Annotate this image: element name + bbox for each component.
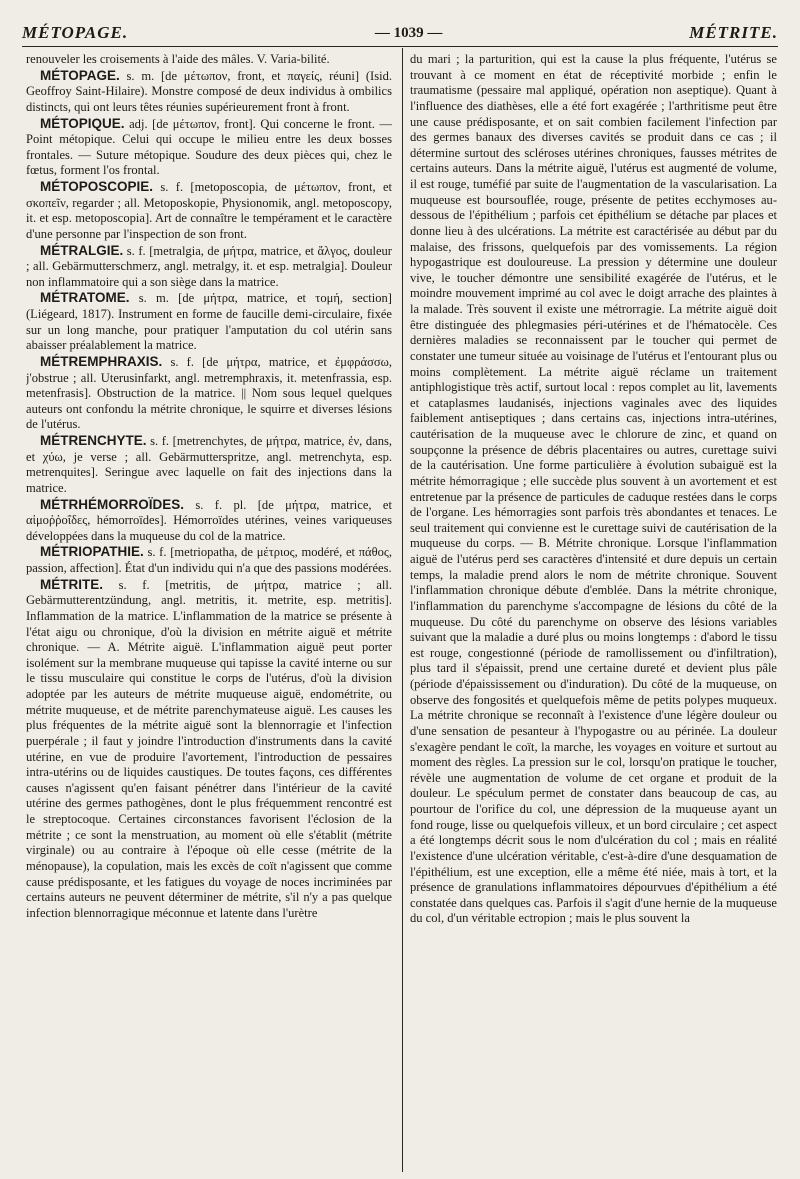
header-left-word: MÉTOPAGE. — [22, 23, 129, 42]
entry-metriopathie — [26, 544, 392, 576]
headword: MÉTOPAGE. — [40, 67, 120, 83]
headword: MÉTRALGIE. — [40, 242, 124, 258]
entry-metratome — [26, 290, 392, 354]
entry-text: s. m. [de μέτωπον, front, et παγείς, réuni] (Isid. Geoffroy Saint-Hilaire). Monstre composé de deux individus à ombilics distincts, qui ont leurs têtes réunies supérieurement front à front. — [26, 68, 392, 114]
entry-metremphraxis — [26, 354, 392, 433]
entry-metrenchyte — [26, 433, 392, 497]
entry-text: s. f. pl. [de μήτρα, matrice, et αἱμοῤῥοΐδες, hémorroïdes]. Hémorroïdes utérines, veines variqueuses développées dans la muqueuse du col de la matrice. — [26, 497, 392, 543]
entry-continuation — [410, 52, 777, 927]
headword: MÉTRIOPATHIE. — [40, 544, 144, 560]
headword: MÉTOPOSCOPIE. — [40, 179, 154, 194]
entry-metopage — [26, 68, 392, 116]
left-column — [26, 52, 392, 1172]
entry-text: renouveler les croisements à l'aide des mâles. V. Varia-bilité. — [26, 52, 330, 66]
headword: MÉTRATOME. — [40, 290, 130, 306]
right-column — [410, 52, 777, 1172]
headword: MÉTOPIQUE. — [40, 115, 125, 131]
header-right-word: MÉTRITE. — [689, 23, 778, 42]
header-rule — [22, 46, 778, 47]
column-divider — [402, 48, 403, 1172]
headword: MÉTREMPHRAXIS. — [40, 353, 163, 369]
entry-text: s. m. [de μήτρα, matrice, et τομή, section] (Liégeard, 1817). Instrument en forme de faucille demi-circulaire, fixée sur un long manche, pour pratiquer l'amputation du col utérin sans abaisser préalablement la matrice. — [26, 291, 392, 353]
entry-text: s. f. [metralgia, de μήτρα, matrice, et ἄλγος, douleur ; all. Gebärmutterschmerz, angl. metralgy, it. et esp. metralgia]. Douleur non inflammatoire qui a son siège dans la matrice. — [26, 243, 392, 289]
entry-metrite — [26, 577, 392, 922]
headword: MÉTRENCHYTE. — [40, 433, 147, 448]
entry-text: s. f. [metrenchytes, de μήτρα, matrice, ἐν, dans, et χύω, je verse ; all. Gebärmutterspritze, angl. metrenchyta, esp. metrenquites]. Seringue avec laquelle on fait des injections dans la matrice. — [26, 434, 392, 495]
entry-continuation — [26, 52, 392, 68]
entry-text: s. f. [metritis, de μήτρα, matrice ; all. Gebärmutterentzündung, angl. metritis, it. metrite, esp. metritis]. Inflammation de la matrice. L'inflammation de la matrice se présente à l'état aigu ou chronique, d'où la division en métrite aiguë et métrite chronique. — A. Métrite aiguë. L'inflammation aiguë peut porter isolément sur la membrane muqueuse qui tapisse la cavité interne ou sur le tissu musculaire qui constitue le corps de l'utérus, d'où la division adoptée par les auteurs de métrite muqueuse aiguë, endométrite, ou métrite muqueuse, et de métrite parenchymateuse aiguë. Les causes les plus fréquentes de la métrite aiguë sont la blennorragie et l'infection puerpérale ; il faut y joindre l'introduction d'instruments dans la cavité utérine, en vue de produire l'avortement, l'introduction de pessaires intra-utérins ou de liquides caustiques. De toutes façons, ces différentes causes n'agissent qu'en faisant pénétrer dans l'intérieur de la cavité utérine des germes pathogènes, dont le plus fréquemment rencontré est le streptocoque. Certaines circonstances favorisent l'éclosion de la métrite ; ce sont la menstruation, au moment où elle s'établit (métrite virginale) ou au contraire à l'époque où elle cesse (métrite de la ménopause), la copulation, mais les excès de coït n'agissent que comme cause prédisposante, et les fatigues du voyage de noces incriminées par certains auteurs ne peuvent déterminer de métrite, s'il n'y a pas quelque infection blennorragique méconnue et latente dans l'urètre — [26, 577, 392, 920]
entry-metralgie — [26, 243, 392, 291]
page-number: — 1039 — — [374, 24, 443, 41]
headword: MÉTRHÉMORROÏDES. — [40, 496, 185, 512]
entry-metopique — [26, 116, 392, 180]
entry-metoposcopie — [26, 179, 392, 243]
entry-text: s. f. [de μήτρα, matrice, et ἐμφράσσω, j'obstrue ; all. Uterusinfarkt, angl. metremphraxis, it. metenfrassia, esp. metenfrasis]. Obstruction de la matrice. || Nom sous lequel quelques auteurs ont confondu la métrite chronique, le squirre et diverses lésions de l'utérus. — [26, 354, 392, 432]
entry-text: s. f. [metriopatha, de μέτριος, modéré, et πάθος, passion, affection]. État d'un individu qui n'a que des passions modérées. — [26, 545, 392, 575]
entry-text: adj. [de μέτωπον, front]. Qui concerne le front. — Point métopique. Celui qui occupe le milieu entre les deux bosses frontales. — Suture métopique. Soudure des deux pièces qui, chez le fœtus, forment l'os frontal. — [26, 116, 392, 178]
entry-metrhemorroides — [26, 497, 392, 545]
running-header — [22, 20, 778, 46]
entry-text: s. f. [metoposcopia, de μέτωπον, front, et σκοπεῖν, regarder ; all. Metoposkopie, Physionomik, angl. metoposcopy, it. et esp. metoposcopia]. Art de connaître le tempérament et le caractère d'une personne par l'inspection de son front. — [26, 180, 392, 241]
entry-text: du mari ; la parturition, qui est la cause la plus fréquente, l'utérus se trouvant à ce moment en état de réceptivité morbide ; enfin le traumatisme (pessaire mal appliqué, opération non aseptique). Quant à l'influence des diathèses, elle a été fort exagérée ; l'arthritisme peut être une cause prédisposante, et on sait combien facilement l'infection par des germes banaux des diverses cavités se produit dans ce cas ; il détermine surtout des scléroses utérines chroniques, fausses métrites de certains auteurs. Dans la métrite aiguë, l'utérus est augmenté de volume, il est rouge, tuméfié par suite de l'augmentation de la vascularisation. La muqueuse est boursouflée, rouge, présente de petites ecchymoses au-dessous de l'épithélium ; parfois cet épithélium se détache par places et donne lieu à des ulcérations. La métrite est caractérisée au début par du malaise, des frissons, quelquefois par des vomissements. La région hypogastrique est douloureuse. La pression y détermine une douleur vive, le toucher démontre une sensibilité exagérée de l'utérus, et le moindre mouvement imprimé au col avec le doigt arrache des plaintes à la malade. Très souvent il existe une métrorragie. La métrite aiguë doit être distinguée des phlegmasies péri-utérines et de l'hématocèle. Ces dernières maladies se reconnaissent par le toucher qui permet de constater une tumeur située au voisinage de l'utérus et l'entourant plus ou moins complètement. La métrite aiguë réclame un traitement antiphlogistique très actif, surtout local : repos complet au lit, lavements et cataplasmes laudanisés, injections vaginales avec des liquides faiblement antiseptiques ; dans certains cas, injections intra-utérines, cautérisation de la muqueuse avec le chlorure de zinc, et quand on soupçonne la présence de débris placentaires ou autres, curettage suivi de la cautérisation. Une forme particulière à évolution subaiguë est la métrite hémorragique ; elle succède plus souvent à un avortement et est entretenue par la présence de particules de caduque restées dans le corps de l'organe. Les hémorragies sont parfois très abondantes et tenaces. Le seul traitement qui convienne est le curettage suivi de cautérisation de la muqueuse du corps. — B. Métrite chronique. Lorsque l'inflammation aiguë de l'utérus perd ses caractères d'intensité et dure depuis un certain temps, la maladie prend alors le nom de métrite chronique. Souvent l'inflammation chronique débute d'emblée. Dans la métrite chronique, l'inflammation du parenchyme s'accompagne de lésions du côté de la muqueuse. Du côté du parenchyme on observe des lésions variables suivant que la maladie a duré plus ou moins longtemps : d'abord le tissu est rouge, congestionné (période de ramollissement ou d'infiltration), plus tard il s'épaissit, prend une certaine dureté et devient plus pâle (période d'épaississement ou d'induration). Du côté de la muqueuse, on observe des fongosités et quelquefois même de petits polypes muqueux. La métrite chronique se reconnaît à l'existence d'une légère douleur ou d'une sensation de pesanteur à l'hypogastre ou au périnée. La douleur s'exagère pendant le coït, la marche, les voyages en voiture et surtout au moment des règles. La pression sur le col, lorsqu'on pratique le toucher, révèle une augmentation de volume de cet organe et produit de la douleur. Le spéculum permet de constater dans beaucoup de cas, au pourtour de l'orifice du col, une dépression de la muqueuse ayant un fond rouge, lisse ou quelquefois villeux, et un bord circulaire ; cet aspect a été longtemps décrit sous le nom d'ulcération du col ; mais en réalité l'existence d'une ulcération véritable, c'est-à-dire d'une desquamation de l'épithélium, est une exception, elle a même été niée, mais à tort, et la présence de granulations inflammatoires dépourvues d'épithélium a été constatée dans quelques cas. Parfois il s'agit d'une hernie de la muqueuse du col, d'un véritable ectropion ; mais le plus souvent la — [410, 52, 777, 926]
headword: MÉTRITE. — [40, 576, 103, 592]
